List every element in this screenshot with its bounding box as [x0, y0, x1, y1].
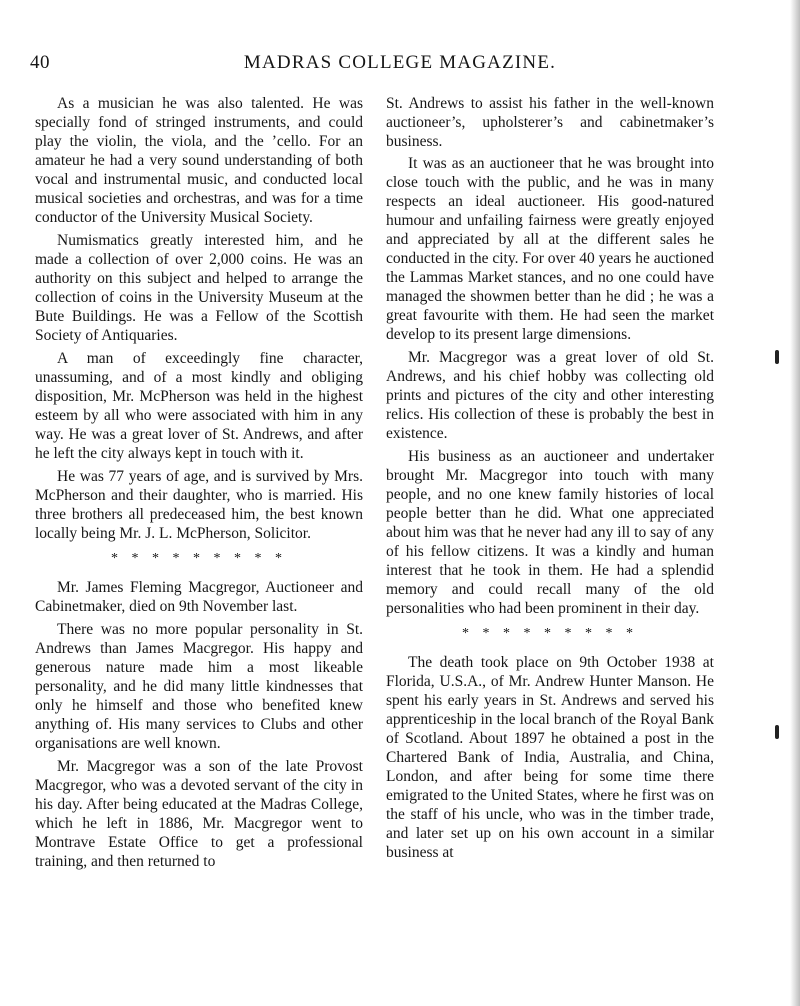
- paragraph: St. Andrews to assist his father in the well-known auctioneer’s, upholsterer’s and cabinetmaker’s business.: [386, 95, 714, 150]
- paragraph: Mr. Macgregor was a son of the late Provost Macgregor, who was a devoted servant of the city in his day. After being educated at the Madras College, which he left in 1886, Mr. Macgregor went to Montrave Estate Office to get a professional training, and then returned to: [35, 758, 363, 870]
- paragraph: Mr. James Fleming Macgregor, Auctioneer and Cabinetmaker, died on 9th November last.: [35, 579, 363, 615]
- section-separator: * * * * * * * * *: [462, 626, 638, 641]
- page-edge-shadow: [790, 0, 800, 1006]
- page-number: 40: [30, 52, 50, 73]
- paragraph: Numismatics greatly interested him, and he made a collection of over 2,000 coins. He was an authority on this subject and helped to arrange the collection of coins in the University Museum at the Bute Buildings. He was a Fellow of the Scottish Society of Antiquaries.: [35, 232, 363, 344]
- margin-mark: [775, 350, 779, 364]
- left-column: [35, 94, 363, 875]
- paragraph: There was no more popular personality in St. Andrews than James Macgregor. His happy and generous nature made him a most likeable personality, and he did many little kindnesses that only he himself and those who benefited knew anything of. His many services to Clubs and other organisations are well known.: [35, 621, 363, 752]
- paragraph: The death took place on 9th October 1938 at Florida, U.S.A., of Mr. Andrew Hunter Manson. He spent his early years in St. Andrews and served his apprenticeship in the local branch of the Royal Bank of Scotland. About 1897 he obtained a post in the Chartered Bank of India, Australia, and China, London, and after being for some time there emigrated to the United States, where he first was on the staff of his uncle, who was in the timber trade, and later set up on his own account in a similar business at: [386, 654, 714, 861]
- paragraph: As a musician he was also talented. He was specially fond of stringed instruments, and could play the violin, the viola, and the ’cello. For an amateur he had a very sound understanding of both vocal and instrumental music, and conducted local musical societies and orchestras, and was for a time conductor of the University Musical Society.: [35, 95, 363, 226]
- margin-mark: [775, 725, 779, 739]
- running-head: MADRAS COLLEGE MAGAZINE.: [243, 52, 557, 73]
- paragraph: It was as an auctioneer that he was brought into close touch with the public, and he was in many respects an ideal auctioneer. His good-natured humour and unfailing fairness were greatly enjoyed and appreciated by all at the different sales he conducted in the city. For over 40 years he auctioned the Lammas Market stances, and no one could have managed the showmen better than he did ; he was a great favourite with them. He had seen the market develop to its present large dimensions.: [386, 155, 714, 343]
- paragraph: His business as an auctioneer and undertaker brought Mr. Macgregor into touch with many people, and no one knew family histories of local people better than he did. What one appreciated about him was that he never had any ill to say of any of his fellow citizens. It was a kindly and human interest that he took in them. He had a splendid memory and could recall many of the old personalities who had been prominent in their day.: [386, 448, 714, 617]
- paragraph: He was 77 years of age, and is survived by Mrs. McPherson and their daughter, who is married. His three brothers all predeceased him, the best known locally being Mr. J. L. McPherson, Solicitor.: [35, 468, 363, 542]
- right-column: [386, 94, 714, 866]
- section-separator: * * * * * * * * *: [111, 551, 287, 566]
- paragraph: Mr. Macgregor was a great lover of old St. Andrews, and his chief hobby was collecting old prints and pictures of the city and other interesting relics. His collection of these is probably the best in existence.: [386, 349, 714, 442]
- paragraph: A man of exceedingly fine character, unassuming, and of a most kindly and obliging disposition, Mr. McPherson was held in the highest esteem by all who were associated with him in any way. He was a great lover of St. Andrews, and after he left the city always kept in touch with it.: [35, 350, 363, 462]
